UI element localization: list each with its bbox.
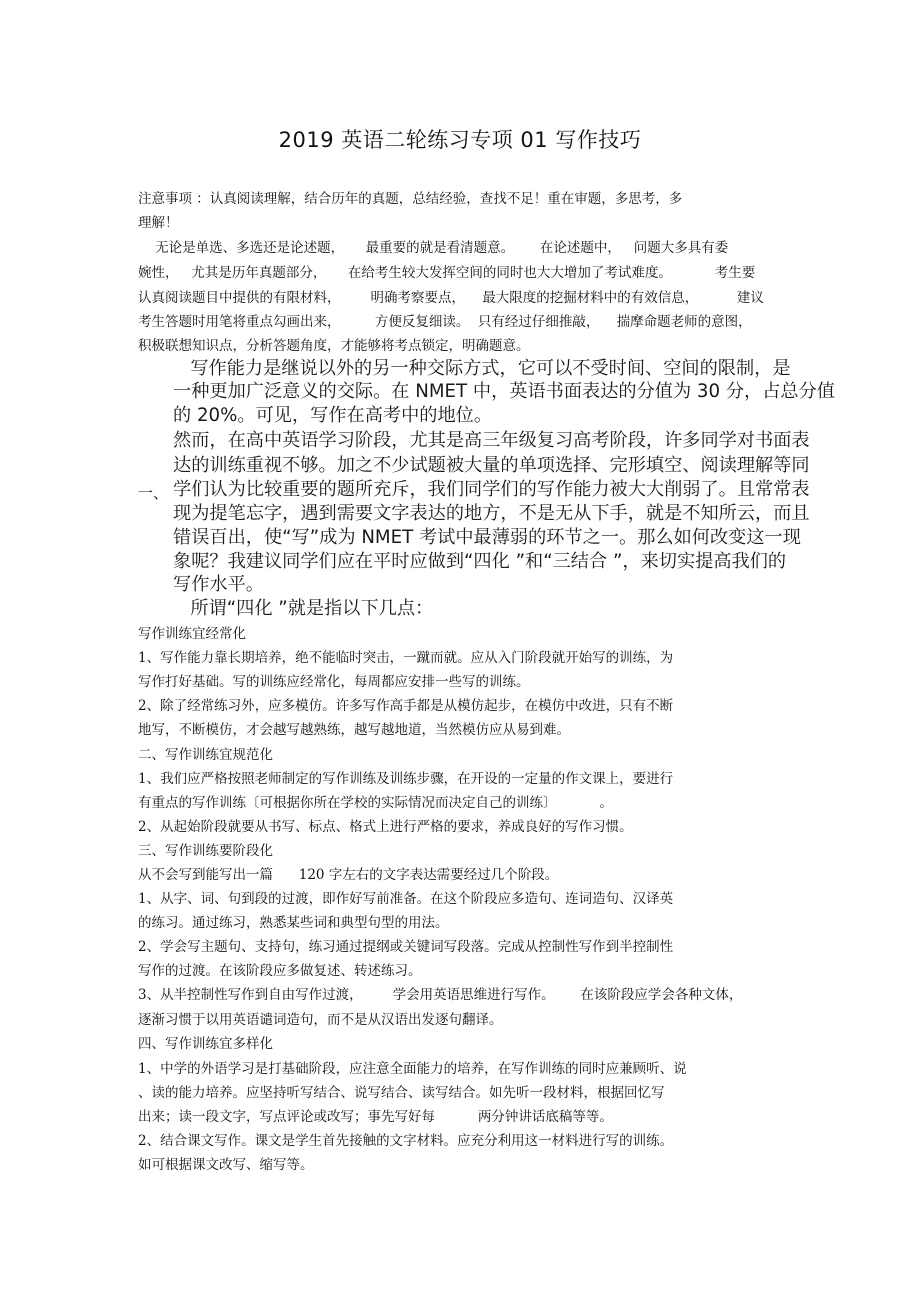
body-line: 2、学会写主题句、支持句，练习通过提纲或关键词写段落。完成从控制性写作到半控制性	[138, 939, 674, 955]
scanned-line: 学们认为比较重要的题所充斥，我们同学们的写作能力被大大削弱了。且常常表	[173, 479, 810, 500]
heading-line: 四、写作训练宜多样化	[138, 1036, 273, 1052]
body-line: 2、除了经常练习外，应多模仿。许多写作高手都是从模仿起步，在模仿中改进，只有不断	[138, 698, 674, 714]
scanned-line: 然而，在高中英语学习阶段，尤其是高三年级复习高考阶段，许多同学对书面表	[173, 430, 810, 451]
intro-line: 认真阅读题目中提供的有限材料， 明确考察要点， 最大限度的挖掘材料中的有效信息， 建议	[138, 290, 764, 306]
scanned-line: 错误百出，使“写”成为 NMET 考试中最薄弱的环节之一。那么如何改变这一现	[173, 527, 801, 548]
body-line: 出来；读一段文字，写点评论或改写；事先写好每 两分钟讲话底稿等等。	[138, 1109, 613, 1125]
intro-line: 考生答题时用笔将重点勾画出来， 方便反复细读。 只有经过仔细推敲， 揣摩命题老师的意图，	[138, 314, 752, 330]
body-line: 2、结合课文写作。课文是学生首先接触的文字材料。应充分利用这一材料进行写的训练。	[138, 1133, 674, 1149]
body-line: 2、从起始阶段就要从书写、标点、格式上进行严格的要求，养成良好的写作习惯。	[138, 819, 633, 835]
heading-line: 三、写作训练要阶段化	[138, 843, 273, 859]
scanned-line: 写作水平。	[173, 574, 264, 595]
scanned-line: 所谓“四化 ”就是指以下几点：	[173, 598, 434, 619]
notice-line: 理解！	[138, 215, 179, 231]
body-line: 有重点的写作训练〔可根据你所在学校的实际情况而决定自己的训练〕 。	[138, 795, 613, 811]
scanned-line: 写作能力是继说以外的另一种交际方式，它可以不受时间、空间的限制，是	[173, 358, 791, 379]
heading-line: 二、写作训练宜规范化	[138, 747, 273, 763]
intro-line: 积极联想知识点，分析答题角度，才能够将考点锁定，明确题意。	[138, 338, 530, 354]
body-line: 从不会写到能写出一篇 120 字左右的文字表达需要经过几个阶段。	[138, 867, 559, 883]
intro-line: 婉性， 尤其是历年真题部分， 在给考生较大发挥空间的同时也大大增加了考试难度。 考生要	[138, 265, 756, 281]
body-line: 1、中学的外语学习是打基础阶段，应注意全面能力的培养，在写作训练的同时应兼顾听、说	[138, 1061, 687, 1077]
scanned-line: 现为提笔忘字，遇到需要文字表达的地方，不是无从下手，就是不知所云，而且	[173, 503, 810, 524]
body-line: 1、从字、词、句到段的过渡，即作好写前准备。在这个阶段应多造句、连词造句、汉译英	[138, 891, 674, 907]
document-title: 2019 英语二轮练习专项 01 写作技巧	[278, 128, 642, 152]
heading-line: 写作训练宜经常化	[138, 626, 246, 642]
body-line: 逐渐习惯于以用英语谴词造句，而不是从汉语出发逐句翻译。	[138, 1012, 503, 1028]
scanned-line: 象呢？我建议同学们应在平时应做到“四化 ”和“三结合 ”，来切实提高我们的	[173, 551, 787, 572]
scanned-line: 的 20%。可见，写作在高考中的地位。	[173, 405, 493, 426]
intro-line: 无论是单选、多选还是论述题， 最重要的就是看清题意。 在论述题中， 问题大多具有委	[138, 240, 729, 256]
body-line: 3、从半控制性写作到自由写作过渡， 学会用英语思维进行写作。 在该阶段应学会各种文体，	[138, 987, 743, 1003]
body-line: 如可根据课文改写、缩写等。	[138, 1157, 314, 1173]
section-marker: 一、	[138, 484, 169, 502]
body-line: 地写，不断模仿，才会越写越熟练，越写越地道，当然模仿应从易到难。	[138, 722, 570, 738]
body-line: 1、写作能力靠长期培养，绝不能临时突击，一蹴而就。应从入门阶段就开始写的训练，为	[138, 650, 674, 666]
body-line: 1、我们应严格按照老师制定的写作训练及训练步骤，在开设的一定量的作文课上，要进行	[138, 771, 674, 787]
body-line: 写作的过渡。在该阶段应多做复述、转述练习。	[138, 963, 422, 979]
body-line: 、读的能力培养。应坚持听写结合、说写结合、读写结合。如先听一段材料，根据回忆写	[138, 1085, 665, 1101]
body-line: 的练习。通过练习，熟悉某些词和典型句型的用法。	[138, 915, 449, 931]
scanned-line: 达的训练重视不够。加之不少试题被大量的单项选择、完形填空、阅读理解等同	[173, 455, 810, 476]
notice-line: 注意事项 ：认真阅读理解，结合历年的真题，总结经验，查找不足！重在审题，多思考，多	[138, 191, 683, 207]
scanned-line: 一种更加广泛意义的交际。在 NMET 中，英语书面表达的分值为 30 分，占总分值	[173, 381, 835, 402]
body-line: 写作打好基础。写的训练应经常化，每周都应安排一些写的训练。	[138, 674, 530, 690]
